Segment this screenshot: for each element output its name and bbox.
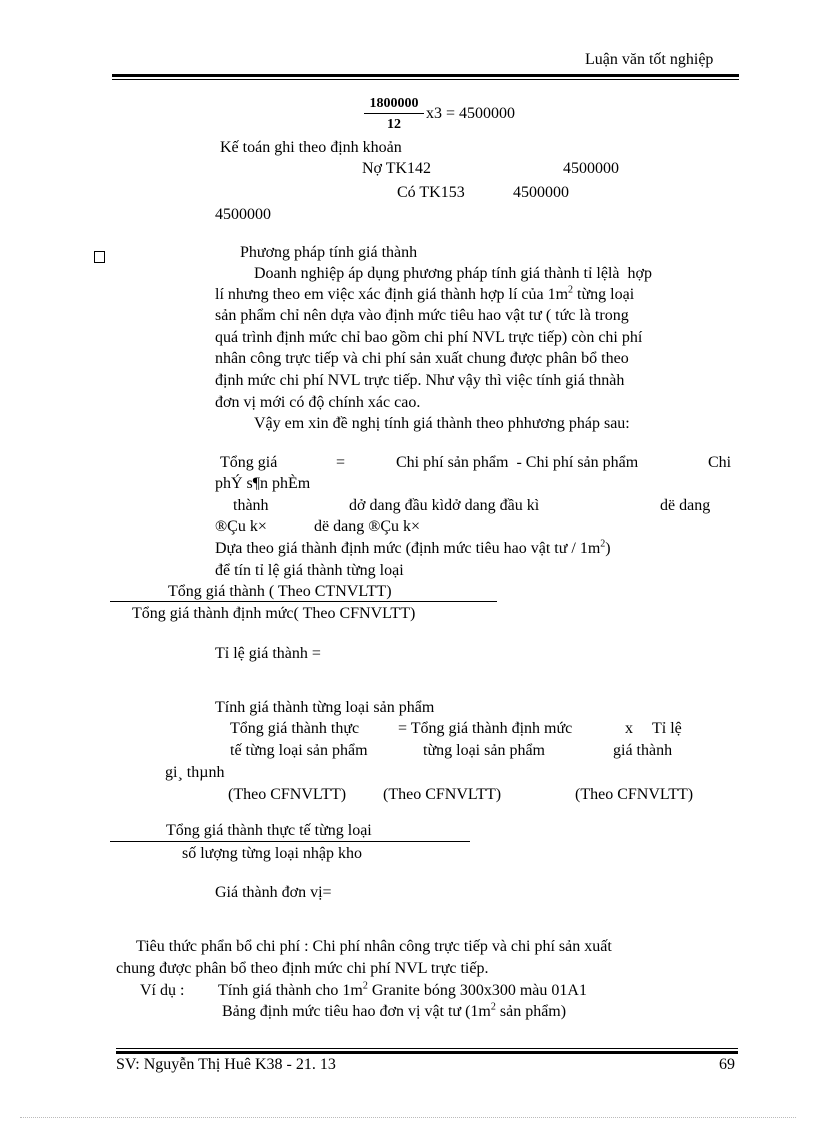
method-propose: Vậy em xin đề nghị tính giá thành theo phhương pháp sau: xyxy=(254,415,630,432)
table-caption-a: Bảng định mức tiêu hao đơn vị vật tư (1m xyxy=(222,1003,491,1020)
formula1-numerator: 1800000 xyxy=(364,96,424,114)
method-line-2 xyxy=(215,284,635,303)
example-sup: 2 xyxy=(362,980,368,992)
method-line-6: định mức chi phí NVL trực tiếp. Như vậy thì việc tính giá thnàh xyxy=(215,372,625,389)
bullet-box xyxy=(94,251,105,263)
f2-total-cost: Tổng giá xyxy=(220,454,278,471)
pp-actual-total: Tổng giá thành thực xyxy=(230,720,360,737)
f2-line4-b: dë dang ®Çu k× xyxy=(314,518,421,535)
page-bottom-dotted-line xyxy=(20,1117,796,1118)
criteria-line-2: chung được phân bổ theo định mức chi phí NVL trực tiếp. xyxy=(116,960,489,977)
f2-line5 xyxy=(215,538,611,557)
f2-line5-end: ) xyxy=(605,540,611,557)
example-text-a: Tính giá thành cho 1m xyxy=(218,982,363,999)
pp-standard-total: = Tổng giá thành định mức xyxy=(398,720,573,737)
ratio-fraction-bar xyxy=(110,601,497,602)
f2-line2: phÝ s¶n phÈm xyxy=(215,475,311,492)
method-line-2-text: lí nhưng theo em việc xác định giá thành hợp lí của 1m xyxy=(215,286,569,303)
method-line-1: Doanh nghiệp áp dụng phương pháp tính giá thành tỉ lệlà hợp xyxy=(254,265,652,282)
header-rule-thick xyxy=(112,74,739,77)
ratio-label: Tỉ lệ giá thành = xyxy=(215,645,321,662)
entry-intro: Kế toán ghi theo định khoản xyxy=(220,139,402,156)
f2-line5-text: Dựa theo giá thành định mức (định mức tiêu hao vật tư / 1m xyxy=(215,540,601,557)
table-caption-b: sản phẩm) xyxy=(495,1003,567,1020)
f2-thanh: thành xyxy=(233,497,269,514)
method-line-2-sup: 2 xyxy=(568,284,574,296)
f2-line5-sup: 2 xyxy=(600,538,606,550)
example-text-b: Granite bóng 300x300 màu 01A1 xyxy=(367,982,587,999)
unit-fraction-bar xyxy=(110,841,470,842)
criteria-line-1: Tiêu thức phẩn bổ chi phí : Chi phí nhân công trực tiếp và chi phí sản xuất xyxy=(136,938,612,955)
method-heading: Phương pháp tính giá thành xyxy=(240,244,418,261)
pp-row2-a: tế từng loại sản phẩm xyxy=(230,742,368,759)
footer-author: SV: Nguyễn Thị Huê K38 - 21. 13 xyxy=(116,1056,336,1073)
table-caption-sup: 2 xyxy=(490,1001,496,1013)
f2-wip-begin: dở dang đầu kìdở dang đầu kì xyxy=(349,497,540,514)
entry-debit-account: Nợ TK142 xyxy=(362,160,432,177)
footer-rule-thick xyxy=(116,1051,738,1054)
pp-row2-c: giá thành xyxy=(613,742,673,759)
f2-equals: = xyxy=(336,454,346,471)
example-text xyxy=(218,980,587,999)
pp-row4-b: (Theo CFNVLTT) xyxy=(383,786,502,803)
method-line-3: sản phẩm chỉ nên dựa vào định mức tiêu hao vật tư ( tức là trong xyxy=(215,307,629,324)
entry-wrap-amount: 4500000 xyxy=(215,206,271,223)
method-line-7: đơn vị mới có độ chính xác cao. xyxy=(215,394,421,411)
header-rule-thin xyxy=(112,79,739,80)
f2-line6: để tín tỉ lệ giá thành từng loại xyxy=(215,562,404,579)
unit-numerator: Tổng giá thành thực tế từng loại xyxy=(166,822,372,839)
pp-row4-c: (Theo CFNVLTT) xyxy=(575,786,694,803)
entry-debit-amount: 4500000 xyxy=(563,160,619,177)
pp-row2-b: từng loại sản phẩm xyxy=(423,742,545,759)
per-product-heading: Tính giá thành từng loại sản phẩm xyxy=(215,699,435,716)
table-caption xyxy=(222,1001,567,1020)
formula1-rest: x3 = 4500000 xyxy=(426,105,516,122)
pp-row4-a: (Theo CFNVLTT) xyxy=(228,786,347,803)
f2-line4-a: ®Çu k× xyxy=(215,518,267,535)
header-title: Luận văn tốt nghiệp xyxy=(585,51,714,68)
pp-row3: gi¸ thµnh xyxy=(165,764,225,781)
ratio-denominator: Tổng giá thành định mức( Theo CFNVLTT) xyxy=(132,605,416,622)
f2-wip: dë dang xyxy=(660,497,711,514)
formula1-denominator: 12 xyxy=(387,117,401,132)
method-line-2-tail: từng loại xyxy=(573,286,635,303)
entry-credit-account: Có TK153 xyxy=(397,184,465,201)
pp-ratio: Tỉ lệ xyxy=(652,720,682,737)
ratio-numerator: Tổng giá thành ( Theo CTNVLTT) xyxy=(168,583,392,600)
entry-credit-amount: 4500000 xyxy=(513,184,569,201)
footer-rule-thin xyxy=(116,1048,738,1049)
formula1-fraction xyxy=(364,96,424,133)
example-label: Ví dụ : xyxy=(140,982,185,999)
unit-denominator: số lượng từng loại nhập kho xyxy=(182,845,363,862)
footer-page-number: 69 xyxy=(719,1056,735,1073)
unit-label: Giá thành đơn vị= xyxy=(215,884,332,901)
pp-times: x xyxy=(625,720,633,737)
f2-chi: Chi xyxy=(708,454,732,471)
f2-product-costs: Chi phí sản phẩm - Chi phí sản phẩm xyxy=(396,454,639,471)
method-line-5: nhân công trực tiếp và chi phí sản xuất chung được phân bổ theo xyxy=(215,350,629,367)
method-line-4: quá trình định mức chỉ bao gồm chi phí NVL trực tiếp) còn chi phí xyxy=(215,329,643,346)
